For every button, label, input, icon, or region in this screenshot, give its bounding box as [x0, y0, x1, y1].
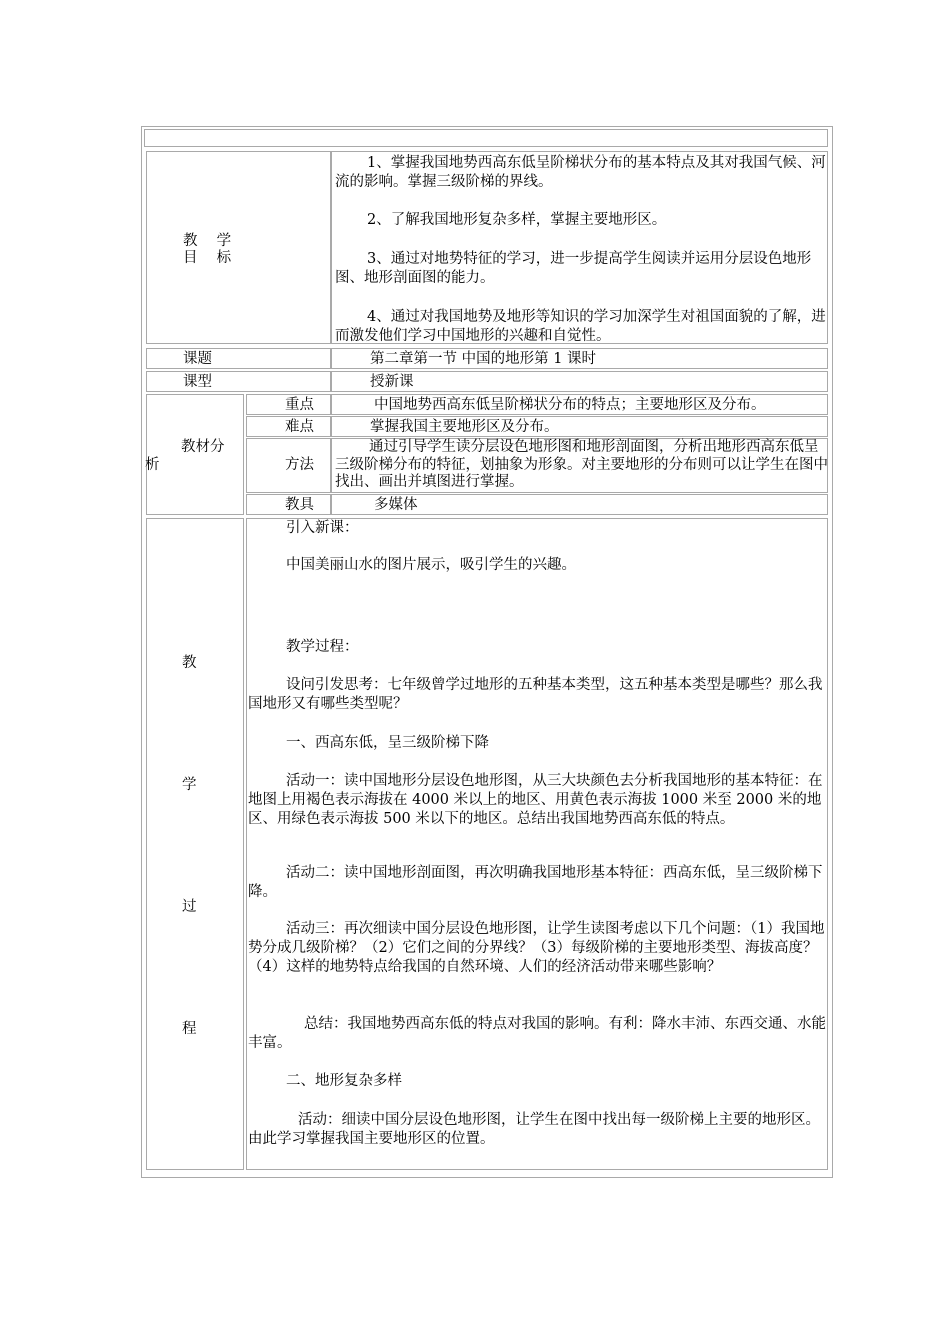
- objectives-label-line1: 教 学: [183, 233, 232, 249]
- analysis-row-label: 难点: [285, 419, 314, 435]
- analysis-row-value-cell: [331, 438, 828, 493]
- objectives-content-cell: [331, 151, 828, 344]
- topic-label: 课题: [183, 351, 212, 367]
- analysis-label-b: 析: [145, 457, 160, 473]
- process-paragraph: 活动三：再次细读中国分层设色地形图，让学生读图考虑以下几个问题：（1）我国地势分成几级阶梯？（2）它们之间的分界线？（3）每级阶梯的主要地形类型、海拔高度？（4）这样的地势特点给我国的自然环境、人们的经济活动带来哪些影响？: [248, 921, 825, 975]
- process-paragraph: 教学过程：: [286, 639, 359, 655]
- analysis-row-value-cell: [331, 394, 828, 415]
- process-content-cell: [246, 518, 828, 1170]
- analysis-row-value-cell: [331, 494, 828, 515]
- process-paragraph: 活动：细读中国分层设色地形图，让学生在图中找出每一级阶梯上主要的地形区。由此学习掌握我国主要地形区的位置。: [248, 1112, 820, 1147]
- process-paragraph: 总结：我国地势西高东低的特点对我国的影响。有利：降水丰沛、东西交通、水能丰富。: [248, 1016, 826, 1051]
- objective-item: 4、通过对我国地势及地形等知识的学习加深学生对祖国面貌的了解，进而激发他们学习中国地形的兴趣和自觉性。: [335, 309, 826, 344]
- analysis-row-label-cell: [246, 416, 331, 437]
- objectives-label-cell: [146, 151, 331, 344]
- process-paragraph: 设问引发思考：七年级曾学过地形的五种基本类型，这五种基本类型是哪些？那么我国地形又有哪些类型呢？: [248, 677, 823, 712]
- process-label-char: 程: [182, 1021, 197, 1037]
- analysis-row-label: 方法: [285, 457, 314, 473]
- analysis-row-label-cell: [246, 438, 331, 493]
- analysis-label-a: 教材分: [181, 439, 225, 455]
- process-paragraph: 中国美丽山水的图片展示，吸引学生的兴趣。: [286, 557, 576, 573]
- analysis-row-value: 通过引导学生读分层设色地形图和地形剖面图，分析出地形西高东低呈三级阶梯分布的特征，划抽象为形象。对主要地形的分布则可以让学生在图中找出、画出并填图进行掌握。: [335, 439, 828, 490]
- process-paragraph: 引入新课：: [286, 520, 359, 536]
- objectives-label-line2: 目 标: [183, 250, 232, 266]
- analysis-row-label-cell: [246, 394, 331, 415]
- analysis-row-label: 重点: [285, 397, 314, 413]
- lesson-type-label: 课型: [183, 374, 212, 390]
- lesson-type-value: 授新课: [370, 374, 414, 390]
- objective-item: 3、通过对地势特征的学习，进一步提高学生阅读并运用分层设色地形图、地形剖面图的能力。: [335, 251, 812, 286]
- analysis-row-value: 中国地势西高东低呈阶梯状分布的特点；主要地形区及分布。: [374, 397, 766, 413]
- process-paragraph: 活动二：读中国地形剖面图，再次明确我国地形基本特征：西高东低，呈三级阶梯下降。: [248, 865, 823, 900]
- objective-item: 2、了解我国地形复杂多样，掌握主要地形区。: [367, 212, 667, 228]
- lesson-type-value-cell: [331, 371, 828, 392]
- analysis-row-label: 教具: [285, 497, 314, 513]
- process-label-cell: [146, 518, 244, 1170]
- process-label-char: 过: [182, 899, 197, 915]
- objective-item: 1、掌握我国地势西高东低呈阶梯状分布的基本特点及其对我国气候、河流的影响。掌握三级阶梯的界线。: [335, 155, 826, 190]
- table-header-row: [144, 129, 828, 147]
- analysis-row-value: 多媒体: [374, 497, 418, 513]
- topic-value-cell: [331, 348, 828, 369]
- process-label-char: 教: [182, 655, 197, 671]
- analysis-row-value-cell: [331, 416, 828, 437]
- process-label-char: 学: [182, 777, 197, 793]
- process-paragraph: 二、地形复杂多样: [286, 1073, 402, 1089]
- analysis-row-value: 掌握我国主要地形区及分布。: [370, 419, 559, 435]
- topic-label-cell: [146, 348, 331, 369]
- process-paragraph: 活动一：读中国地形分层设色地形图，从三大块颜色去分析我国地形的基本特征：在地图上用褐色表示海拔在 4000 米以上的地区、用黄色表示海拔 1000 米至 2000 米的地区、用绿色表示海拔 500 米以下的地区。总结出我国地势西高东低的特点。: [248, 773, 823, 827]
- process-paragraph: 一、西高东低，呈三级阶梯下降: [286, 735, 489, 751]
- analysis-label-cell: [146, 394, 244, 515]
- topic-value: 第二章第一节 中国的地形第 1 课时: [370, 351, 597, 367]
- lesson-type-label-cell: [146, 371, 331, 392]
- analysis-row-label-cell: [246, 494, 331, 515]
